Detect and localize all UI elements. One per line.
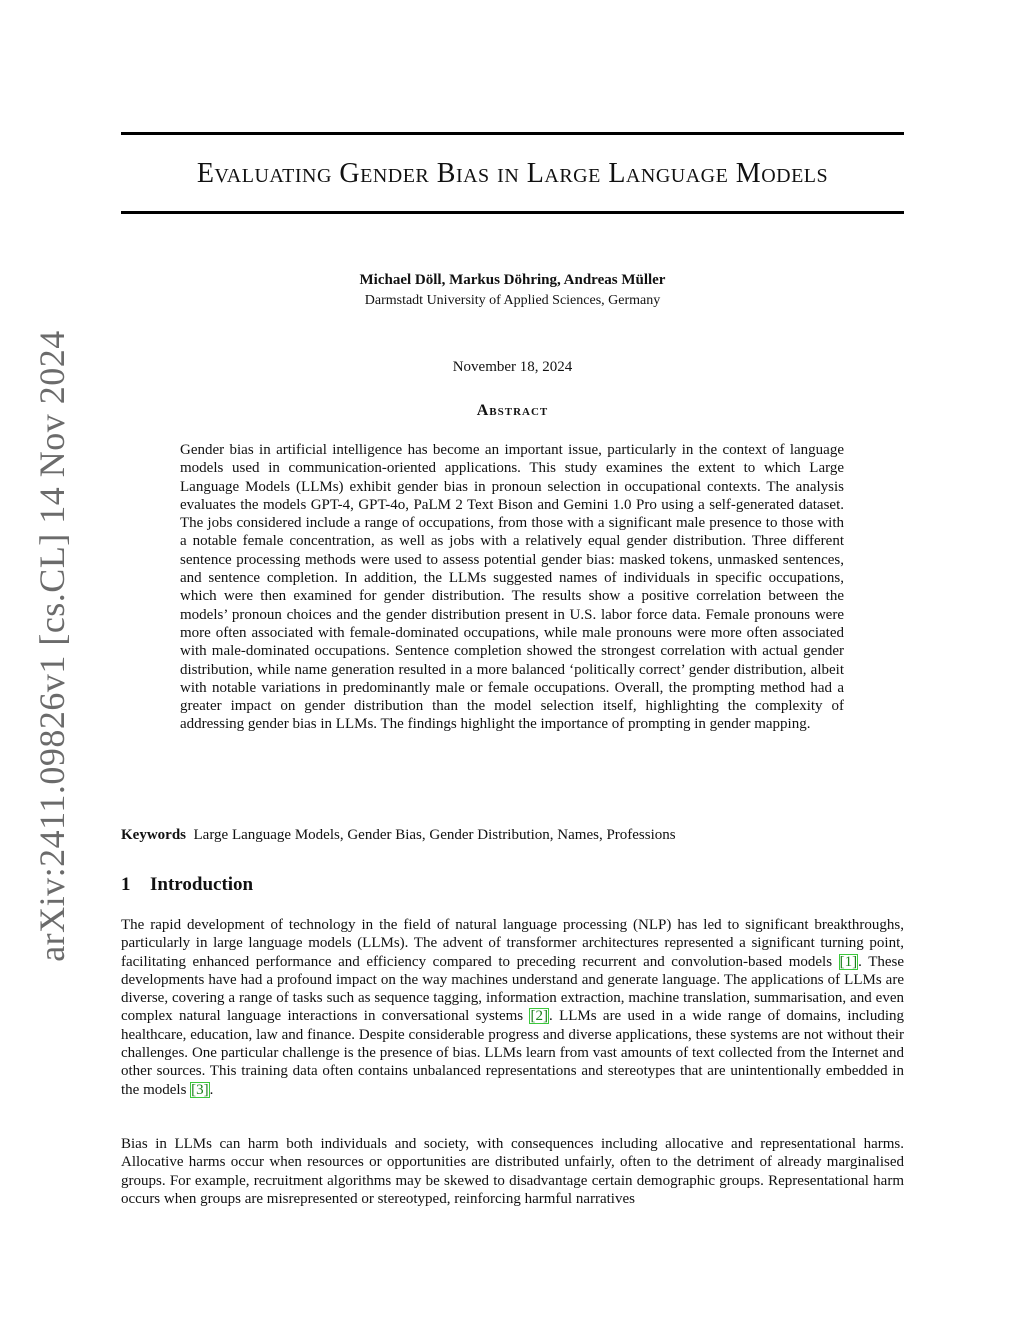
keywords-label: Keywords: [121, 827, 186, 843]
section-heading-introduction: [121, 874, 253, 896]
title-rule-bottom: [121, 211, 904, 214]
title-rule-top: [121, 132, 904, 135]
paper-date: November 18, 2024: [452, 359, 573, 375]
section-number: 1: [121, 874, 131, 895]
citation-link-1[interactable]: [1]: [839, 953, 858, 970]
intro-text-2: . These developments have had a profound impact on the way machines understand and generate language. The applications of LLMs are diverse, covering a range of tasks such as sequence tagging, information extraction, machine translation, summarisation, and even complex natural language interactions in conversational systems: [121, 953, 905, 1025]
arxiv-identifier: arXiv:2411.09826v1 [cs.CL] 14 Nov 2024: [32, 330, 72, 962]
intro-text-3: . LLMs are used in a wide range of domains, including healthcare, education, law and finance. Despite considerable progress and diverse applications, these systems are not without their challenges. One particular challenge is the presence of bias. LLMs learn from vast amounts of text collected from the Internet and other sources. This training data often contains unbalanced representations and stereotypes that are unintentionally embedded in the models: [121, 1008, 904, 1098]
citation-link-3[interactable]: [3]: [191, 1081, 209, 1098]
abstract-heading: Abstract: [476, 402, 549, 419]
intro-text-4: .: [209, 1081, 214, 1098]
keywords-list: Large Language Models, Gender Bias, Gender Distribution, Names, Professions: [193, 827, 676, 843]
section-title: Introduction: [150, 874, 254, 895]
paper-title-text: Evaluating Gender Bias in Large Language Models: [196, 158, 829, 189]
author-list: Michael Döll, Markus Döhring, Andreas Müller: [359, 272, 666, 288]
paper-title: [121, 158, 904, 190]
keywords-line: [121, 827, 904, 844]
intro-paragraph-1: [121, 916, 904, 1099]
intro-paragraph-2: Bias in LLMs can harm both individuals and society, with consequences including allocative and representational harms. Allocative harms occur when resources or opportunities are distributed unfairly, often to the detriment of already marginalised groups. For example, recruitment algorithms may be skewed to disadvantage certain demographic groups. Representational harm occurs when groups are misrepresented or stereotyped, reinforcing harmful narratives: [121, 1136, 904, 1207]
abstract-text: Gender bias in artificial intelligence has become an important issue, particularly in the context of language models used in communication-oriented applications. This study examines the extent to which Large Language Models (LLMs) exhibit gender bias in pronoun selection in occupational contexts. The analysis evaluates the models GPT-4, GPT-4o, PaLM 2 Text Bison and Gemini 1.0 Pro using a self-generated dataset. The jobs considered include a range of occupations, from those with a significant male presence to those with a notable female concentration, as well as jobs with a relatively equal gender distribution. Three different sentence processing methods were used to assess potential gender bias: masked tokens, unmasked sentences, and sentence completion. In addition, the LLMs suggested names of individuals in specific occupations, which were then examined for gender distribution. The results show a positive correlation between the models’ pronoun choices and the gender distribution present in U.S. labor force data. Female pronouns were more often associated with female-dominated occupations, while male pronouns were more often associated with male-dominated occupations. Sentence completion showed the strongest correlation with actual gender distribution, while name generation resulted in a more balanced ‘politically correct’ gender distribution, albeit with notable variations in predominantly male or female occupations. Overall, the prompting method had a greater impact on gender distribution than the model selection itself, highlighting the complexity of addressing gender bias in LLMs. The findings highlight the importance of prompting in gender mapping.: [180, 442, 844, 733]
intro-text-1: The rapid development of technology in the field of natural language processing (NLP) has led to significant breakthroughs, particularly in large language models (LLMs). The advent of transformer architectures represented a significant turning point, facilitating enhanced performance and efficiency compared to preceding recurrent and convolution-based models: [121, 917, 904, 970]
citation-link-2[interactable]: [2]: [530, 1008, 548, 1025]
affiliation: Darmstadt University of Applied Sciences, Germany: [364, 293, 661, 308]
